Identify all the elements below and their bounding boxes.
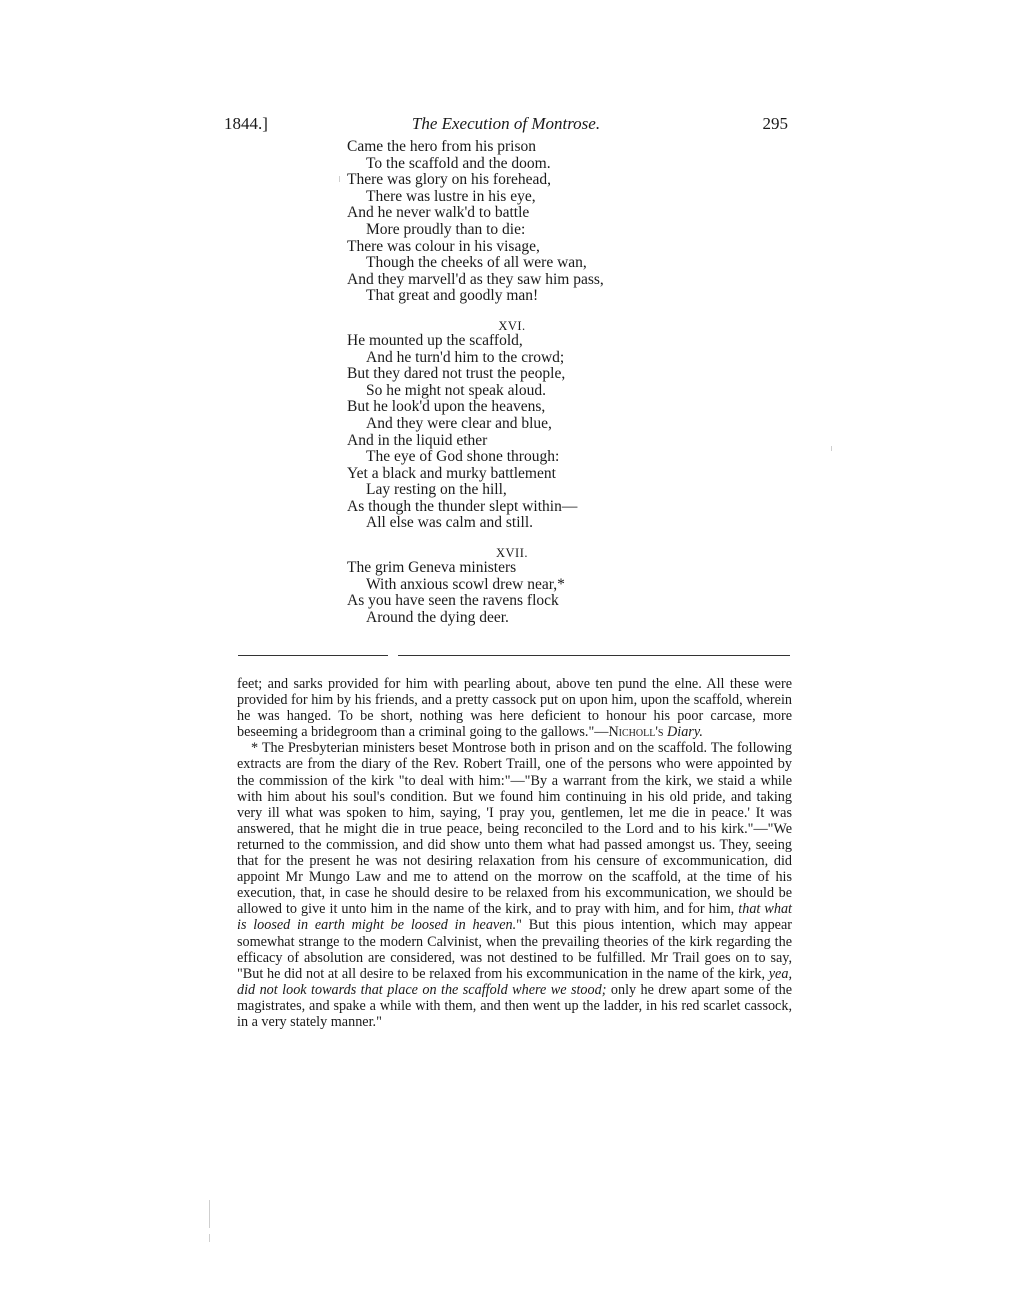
footnote-source-author: Nicholl's <box>608 724 664 741</box>
poem-line: And he never walk'd to battle <box>347 204 530 222</box>
poem-line: The eye of God shone through: <box>366 448 560 466</box>
poem-line: And in the liquid ether <box>347 431 488 449</box>
stanza-xvi <box>347 333 677 532</box>
stanza-xv <box>347 139 677 305</box>
footnote-rule <box>238 655 388 656</box>
poem-line: That great and goodly man! <box>366 287 539 305</box>
poem-line: And they marvell'd as they saw him pass, <box>347 270 604 288</box>
poem-line: All else was calm and still. <box>366 514 534 532</box>
stanza-number: XVI. <box>498 318 526 333</box>
poem-line: There was glory on his forehead, <box>347 171 552 189</box>
footnote-italic: that what is loosed in earth might be loosed in heaven. <box>237 901 792 934</box>
poem-line: Came the hero from his prison <box>347 138 536 155</box>
poem-line: But he look'd upon the heavens, <box>347 398 546 416</box>
footnote-rule <box>398 655 790 656</box>
poem-line: Around the dying deer. <box>366 608 509 626</box>
footnote-text: " But this pious intention, which may appear somewhat strange to the modern Calvinist, when the prevailing theories of the kirk regarding the efficacy of absolution are considered, was not destined to be fulfilled. Mr Trail goes on to say, "But he did not at all desire to be relaxed from his excommunication in the name of the kirk, <box>237 917 792 982</box>
stanza-xvii <box>347 560 677 626</box>
poem-line: To the scaffold and the doom. <box>366 154 551 172</box>
page-number: 295 <box>762 114 788 133</box>
poem-line: And he turn'd him to the crowd; <box>366 348 565 366</box>
poem-line: As you have seen the ravens flock <box>347 592 559 610</box>
poem-line: Though the cheeks of all were wan, <box>366 254 587 272</box>
footnote-star <box>237 740 792 1030</box>
poem-line: The grim Geneva ministers <box>347 559 517 577</box>
scan-speck <box>209 1234 210 1242</box>
poem-line: But they dared not trust the people, <box>347 365 566 383</box>
header-year: 1844.] <box>224 114 268 133</box>
poem-line: So he might not speak aloud. <box>366 381 546 399</box>
poem-line: There was lustre in his eye, <box>366 187 536 205</box>
footnote-italic: yea, did not look towards that place on the scaffold where we stood; <box>237 965 792 998</box>
footnote-text: * The Presbyterian ministers beset Montrose both in prison and on the scaffold. The following extracts are from the diary of the Rev. Robert Traill, one of the persons who were appointed by the commission of the kirk "to deal with him:"—"By a warrant from the kirk, we staid a while with him about his soul's condition. But we found him continuing in his old pride, and taking very ill what was spoken to him, saying, 'I pray you, gentlemen, let me die in peace.' It was answered, that he might die in true peace, being reconciled to the Lord and to his kirk."—"We returned to the commission, and did show unto them what had passed amongst us. They, seeing that for the present he was not desiring relaxation from his censure of excommunication, did appoint Mr Mungo Law and me to attend on the morrow on the scaffold, at the time of his execution, that, in case he should desire to be relaxed from his excommunication, we should be allowed to give it unto him in the name of the kirk, and to pray with him, and for him, <box>237 740 792 918</box>
poem-line: Yet a black and murky battlement <box>347 464 556 482</box>
scan-speck <box>831 446 832 451</box>
footnote-continuation <box>237 676 792 740</box>
footnote-text: only he drew apart some of the magistrates, and spake a while with them, and then went up the ladder, in his red scarlet cassock, in a very stately manner." <box>237 981 793 1030</box>
scan-speck <box>209 1200 210 1228</box>
poem-line: There was colour in his visage, <box>347 237 540 255</box>
poem-line: With anxious scowl drew near,* <box>366 575 565 593</box>
poem <box>347 139 677 626</box>
poem-line: He mounted up the scaffold, <box>347 331 523 349</box>
poem-line: Lay resting on the hill, <box>366 481 507 499</box>
running-header <box>224 114 788 136</box>
footnote-text: feet; and sarks provided for him with pearling about, above ten pund the elne. All these were provided for him by his friends, and a pretty cassock put on upon him, upon the scaffold, wherein he was hanged. To be short, nothing was here deficient to honour his poor carcase, more beseeming a bridegroom than a criminal going to the gallows."— <box>237 676 792 741</box>
footnote-source-title: Diary. <box>667 724 703 741</box>
poem-line: More proudly than to die: <box>366 220 526 238</box>
footnotes <box>237 676 792 1030</box>
poem-line: As though the thunder slept within— <box>347 497 578 515</box>
header-title: The Execution of Montrose. <box>411 114 601 133</box>
stanza-number: XVII. <box>495 546 528 561</box>
poem-line: And they were clear and blue, <box>366 414 552 432</box>
scan-speck <box>339 176 340 182</box>
